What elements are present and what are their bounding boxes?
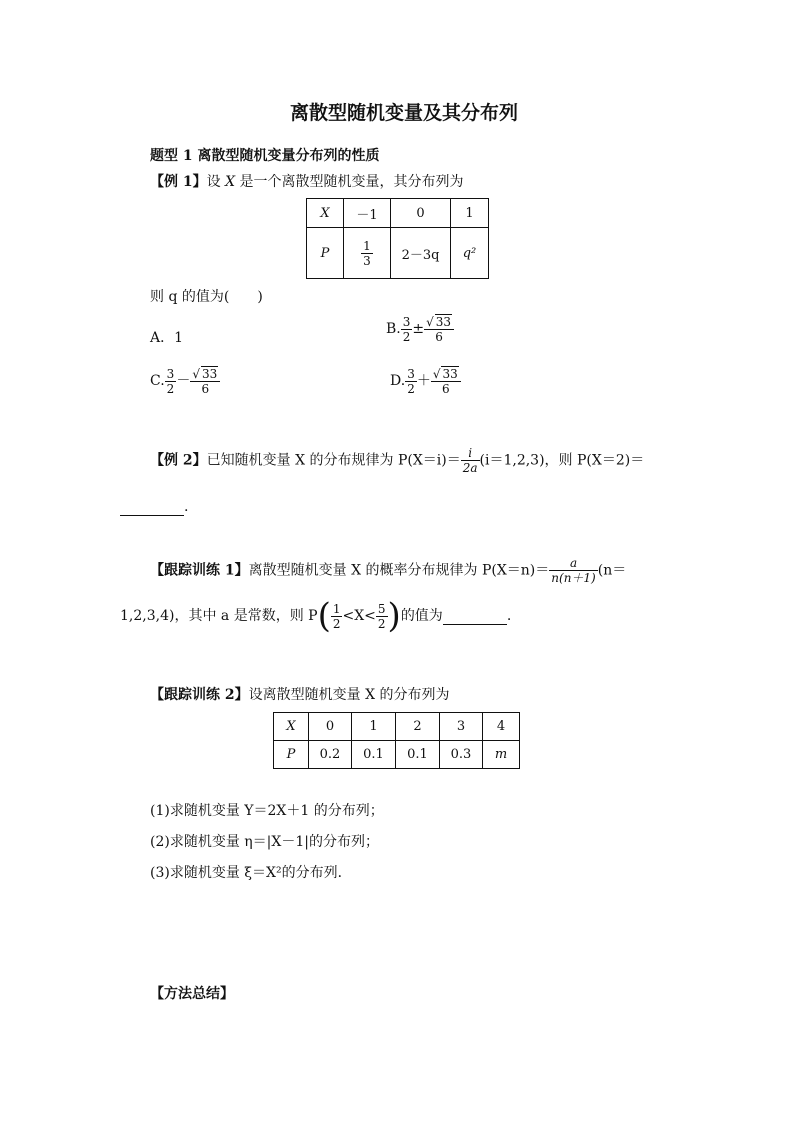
option-b: B. $\frac{3}{2}$ ± $\frac{√ 33}{6}$ [386, 314, 454, 344]
table-cell: 1 [451, 199, 489, 228]
table-cell: 4 [483, 713, 520, 741]
table-cell: 0.1 [352, 741, 396, 769]
table-cell: －1 [344, 199, 391, 228]
tracking-2-question-1: (1)求随机变量 Y＝2X＋1 的分布列； [150, 803, 384, 819]
table-cell: X [307, 199, 344, 228]
table-cell: 0.1 [396, 741, 440, 769]
example-1-distribution-table [306, 198, 489, 279]
table-cell [344, 228, 391, 279]
tracking-1-tag: 【跟踪训练 1】 [150, 562, 249, 579]
example-1-question: 则 q 的值为( ) [150, 289, 263, 305]
table-cell: 0.2 [309, 741, 352, 769]
tracking-2-tag: 【跟踪训练 2】 [150, 687, 249, 703]
example-2-text: 【例 2】已知随机变量 X 的分布规律为 P(X＝i)＝ $\frac{i}{2a}$ (i＝1,2,3)，则 P(X＝2)＝ [150, 446, 645, 475]
tracking-2-question-2: (2)求随机变量 η＝|X－1|的分布列； [150, 834, 379, 850]
table-cell: 2－3q [391, 228, 451, 279]
section-heading: 题型 1 离散型随机变量分布列的性质 [150, 148, 380, 164]
answer-blank [443, 608, 507, 625]
table-cell: 0 [309, 713, 352, 741]
table-cell: P [307, 228, 344, 279]
table-cell: 2 [396, 713, 440, 741]
option-d: D. $\frac{3}{2}$ ＋ $\frac{√ 33}{6}$ [390, 366, 461, 396]
table-cell: 0.3 [440, 741, 483, 769]
example-2-tag: 【例 2】 [150, 452, 207, 469]
tracking-1-line2: 1,2,3,4)，其中 a 是常数，则 P( $\frac{1}{2}$ <X< $\frac{5}{2}$ )的值为 . [120, 596, 512, 636]
method-summary-heading: 【方法总结】 [150, 986, 234, 1002]
table-cell: P [274, 741, 309, 769]
example-2-answer-line: . [120, 499, 188, 516]
table-cell: 0 [391, 199, 451, 228]
table-cell: X [274, 713, 309, 741]
page-title: 离散型随机变量及其分布列 [290, 102, 519, 124]
example-1-text: 【例 1】设 X 是一个离散型随机变量，其分布列为 [150, 174, 464, 190]
tracking-1-text: 【跟踪训练 1】离散型随机变量 X 的概率分布规律为 P(X＝n)＝ $\frac{a}{n(n+1)}$ (n＝ [150, 556, 627, 585]
table-cell: 1 [352, 713, 396, 741]
fraction: $\frac{1}{3}$ [363, 238, 371, 268]
answer-blank [120, 499, 184, 516]
tracking-2-distribution-table [273, 712, 520, 769]
table-cell: q² [451, 228, 489, 279]
option-c: C. $\frac{3}{2}$ － $\frac{√ 33}{6}$ [150, 366, 220, 396]
tracking-2-text: 【跟踪训练 2】设离散型随机变量 X 的分布列为 [150, 687, 450, 703]
option-a: A．1 [150, 330, 184, 346]
example-1-tag: 【例 1】 [150, 174, 207, 190]
table-cell: 3 [440, 713, 483, 741]
tracking-2-question-3: (3)求随机变量 ξ＝X²的分布列． [150, 865, 352, 881]
table-cell: m [483, 741, 520, 769]
